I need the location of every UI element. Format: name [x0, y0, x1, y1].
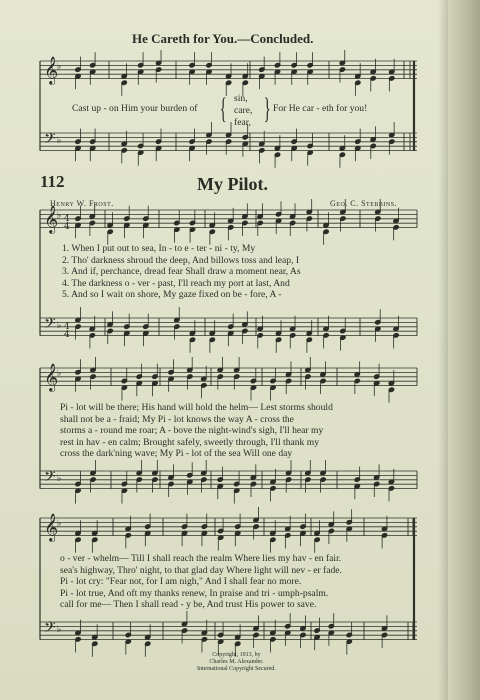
verse-line-4: Pi - lot true, And oft my thanks renew, In praise and tri - umph-psalm.	[60, 587, 329, 599]
verse-line-5: 5. And so I wait on shore, My gaze fixed on be - fore, A -	[62, 289, 282, 301]
flat-icon: ♭	[57, 136, 62, 146]
time-sig-bottom: 4	[64, 330, 70, 340]
composer-credit: Geo. C. Stebbins.	[330, 199, 398, 208]
verse-line-5: call for me— Then I shall read - y be, And trust His power to save.	[60, 599, 317, 611]
bass-clef-icon: 𝄢	[44, 315, 56, 336]
verse-line-4: rest in hav - en calm; Brought safely, sweetly through, I'll thank my	[60, 436, 320, 448]
bass-clef-icon: 𝄢	[44, 468, 56, 489]
choice-2: care,	[234, 105, 253, 116]
flat-icon: ♭	[57, 369, 62, 379]
treble-clef-icon: 𝄞	[44, 56, 59, 84]
flat-icon: ♭	[57, 62, 62, 72]
verse-line-3: Pi - lot cry: "Fear not, for I am nigh," And I shall fear no more.	[60, 576, 302, 588]
choice-1: sin,	[234, 93, 248, 104]
verse-line-2: shall not be a - fraid; My Pi - lot knows the way A - cross the	[60, 413, 294, 425]
time-sig-top: 4	[64, 214, 70, 224]
lyricist-credit: Henry W. Frost.	[50, 199, 114, 208]
copyright-line-3: International Copyright Secured.	[197, 666, 276, 672]
left-brace: {	[219, 92, 227, 125]
verse-line-5: cross the dark'ning wave; My Pi - lot of the sea Will one day	[60, 448, 293, 460]
flat-icon: ♭	[57, 211, 62, 221]
bass-clef-icon: 𝄢	[44, 619, 56, 640]
time-sig-top: 4	[64, 322, 70, 332]
choice-3: fear,	[234, 117, 251, 128]
treble-clef-icon: 𝄞	[44, 513, 59, 541]
flat-icon: ♭	[57, 474, 62, 484]
verse-line-1: 1. When I put out to sea, In - to e - ter - ni - ty, My	[62, 243, 256, 254]
treble-clef-icon: 𝄞	[44, 363, 59, 391]
flat-icon: ♭	[57, 519, 62, 529]
verse-line-1: o - ver - whelm— Till I shall reach the realm Where lies my hav - en fair.	[60, 553, 342, 564]
verse-line-2: 2. Tho' darkness shroud the deep, And billows toss and leap, I	[62, 254, 300, 266]
treble-clef-icon: 𝄞	[44, 205, 59, 233]
hymn-title: My Pilot.	[197, 174, 268, 194]
concluded-choice-block	[219, 92, 271, 129]
concluded-lyric-a: Cast up - on Him your burden of	[72, 103, 198, 114]
copyright-line-1: Copyright, 1913, by	[212, 652, 261, 658]
concluded-lyric-b: For He car - eth for you!	[273, 103, 368, 114]
flat-icon: ♭	[57, 321, 62, 331]
right-brace: }	[263, 92, 271, 125]
verse-line-3: 3. And if, perchance, dread fear Shall draw a moment near, As	[62, 266, 301, 278]
time-sig-bottom: 4	[64, 222, 70, 232]
bass-clef-icon: 𝄢	[44, 130, 56, 151]
verse-line-4: 4. The darkness o - ver - past, I'll reach my port at last, And	[62, 277, 290, 289]
verse-line-2: sea's highway, Thro' night, to that glad day Where light will nev - er fade.	[60, 564, 342, 576]
verse-line-1: Pi - lot will be there; His hand will hold the helm— Lest storms should	[60, 402, 333, 413]
verse-line-3: storms a - round me roar; A - bove the night-wind's sigh, I'll hear my	[60, 425, 324, 437]
copyright-notice	[197, 652, 276, 673]
copyright-line-2: Charles M. Alexander.	[209, 659, 264, 665]
hymn-number: 112	[40, 172, 65, 191]
flat-icon: ♭	[57, 625, 62, 635]
concluded-hymn-header: He Careth for You.—Concluded.	[132, 31, 314, 46]
